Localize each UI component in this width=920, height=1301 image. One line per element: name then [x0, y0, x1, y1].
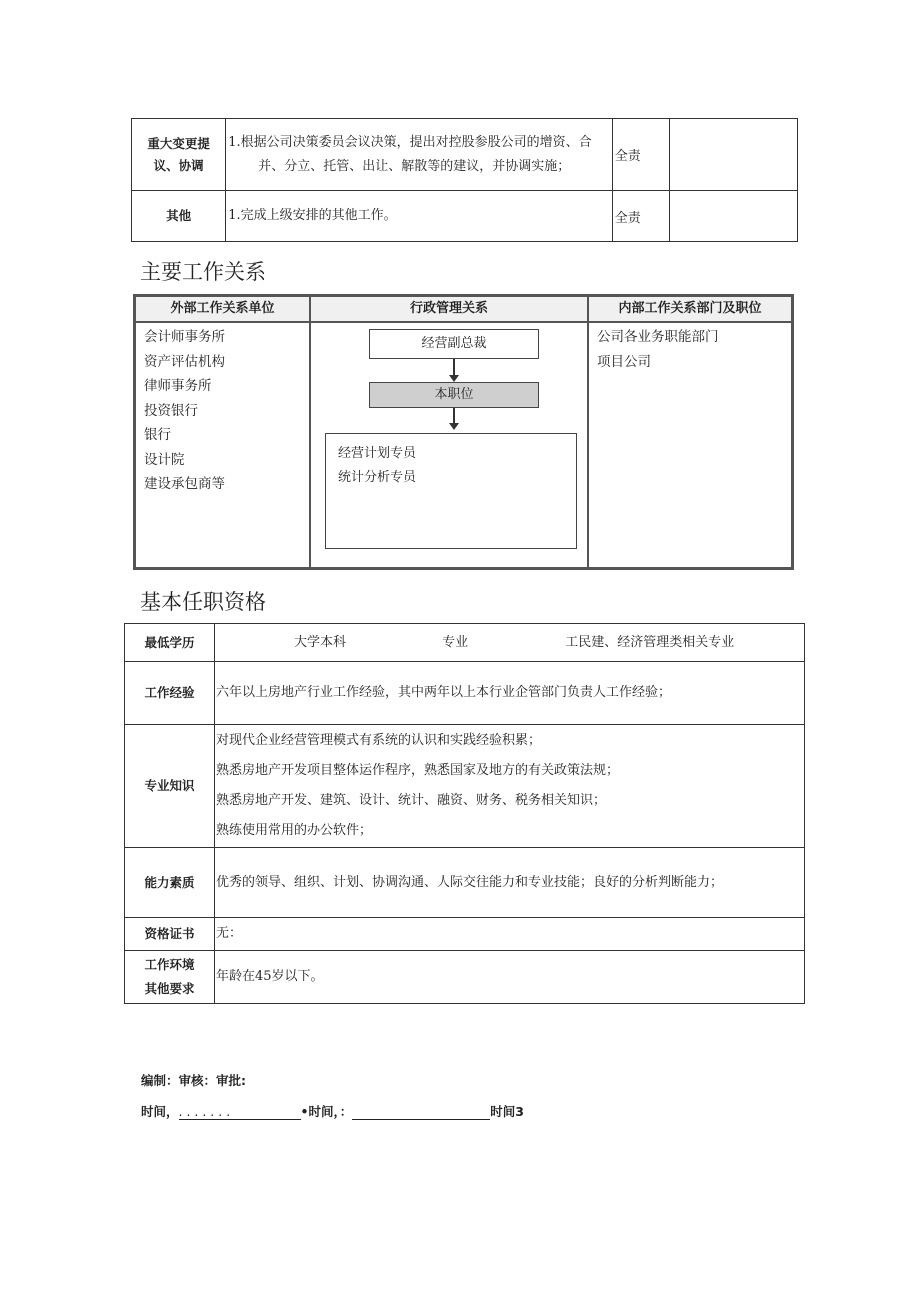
duty-description [226, 119, 612, 191]
table-row [132, 119, 798, 191]
knowledge-label: 专业知识 [125, 725, 215, 848]
list-item: 项目公司 [597, 353, 651, 370]
external-list [136, 323, 309, 497]
list-item: 经营计划专员 [338, 446, 417, 461]
section-heading-qualifications: 基本任职资格 [140, 590, 266, 614]
list-item: 熟悉房地产开发项目整体运作程序，熟悉国家及地方的有关政策法规； [216, 763, 620, 778]
other-value: 年龄在45岁以下。 [215, 951, 805, 1004]
internal-list [589, 323, 791, 374]
current-position-node: 本职位 [369, 382, 539, 408]
major-label: 专业 [442, 634, 469, 650]
list-item: 律师事务所 [144, 378, 212, 394]
list-item: 熟练使用常用的办公软件； [216, 823, 373, 838]
list-item: 会计师事务所 [144, 329, 225, 345]
list-item: 公司各业务职能部门 [597, 329, 719, 345]
qualifications-table [124, 623, 805, 1004]
knowledge-list [215, 725, 805, 848]
major-value: 工民建、经济管理类相关专业 [565, 634, 735, 650]
admin-header: 行政管理关系 [311, 297, 587, 323]
time-blank-1: . . . . . . . [179, 1105, 301, 1120]
list-item: 统计分析专员 [338, 470, 417, 485]
list-item: 投资银行 [144, 402, 198, 419]
arrow-down-icon [453, 408, 455, 424]
relations-box [133, 294, 794, 570]
table-row [125, 662, 805, 725]
time-label-2: •时间，： [300, 1104, 353, 1119]
duty-desc-line: 1.根据公司决策委员会议决策，提出对控股参股公司的增资、合 [228, 134, 592, 150]
admin-column [311, 297, 587, 567]
table-row [125, 725, 805, 848]
duty-category [132, 119, 226, 191]
signoff-line: 编制：审核：审批: [141, 1073, 246, 1088]
education-value: 大学本科 [293, 634, 346, 650]
environment-label: 工作环境 [144, 957, 195, 972]
duty-description: 1.完成上级安排的其他工作。 [226, 191, 612, 242]
external-header: 外部工作关系单位 [136, 297, 309, 323]
arrow-down-icon [453, 359, 455, 376]
time-line [141, 1102, 524, 1120]
duty-empty-cell [670, 119, 798, 191]
subordinates-box [325, 433, 577, 549]
table-row [125, 624, 805, 662]
list-item: 银行 [144, 427, 171, 443]
duties-table [131, 118, 798, 242]
education-label: 最低学历 [125, 624, 215, 662]
certificate-value: 无： [215, 918, 805, 951]
table-row [132, 191, 798, 242]
internal-column [589, 297, 791, 567]
duty-category-line2: 议、协调 [153, 157, 204, 173]
duty-responsibility: 全责 [612, 119, 670, 191]
section-heading-relations: 主要工作关系 [140, 260, 266, 284]
experience-label: 工作经验 [125, 662, 215, 725]
external-column [136, 297, 309, 567]
duty-category-line1: 重大变更提 [147, 135, 210, 151]
list-item: 资产评估机构 [144, 353, 225, 370]
ability-label: 能力素质 [125, 848, 215, 918]
ability-value: 优秀的领导、组织、计划、协调沟通、人际交往能力和专业技能；良好的分析判断能力； [215, 848, 805, 918]
certificate-label: 资格证书 [125, 918, 215, 951]
superior-node: 经营副总裁 [369, 329, 539, 359]
time-blank-2 [352, 1107, 490, 1120]
duty-category: 其他 [132, 191, 226, 242]
time-label-3: 时间3 [490, 1104, 524, 1119]
table-row [125, 918, 805, 951]
list-item: 设计院 [144, 451, 185, 468]
environment-other-labels [125, 951, 215, 1004]
time-label-1: 时间， [141, 1104, 179, 1119]
other-label: 其他要求 [144, 981, 195, 996]
list-item: 建设承包商等 [144, 476, 225, 492]
table-row [125, 951, 805, 1004]
list-item: 熟悉房地产开发、建筑、设计、统计、融资、财务、税务相关知识； [216, 793, 607, 808]
duty-empty-cell [670, 191, 798, 242]
internal-header: 内部工作关系部门及职位 [589, 297, 791, 323]
experience-value: 六年以上房地产行业工作经验，其中两年以上本行业企管部门负责人工作经验； [215, 662, 805, 725]
table-row [125, 848, 805, 918]
list-item: 对现代企业经营管理模式有系统的认识和实践经验积累； [216, 733, 542, 748]
education-row [215, 624, 805, 662]
duty-desc-line: 并、分立、托管、出让、解散等的建议，并协调实施； [258, 158, 571, 174]
duty-responsibility: 全责 [612, 191, 670, 242]
